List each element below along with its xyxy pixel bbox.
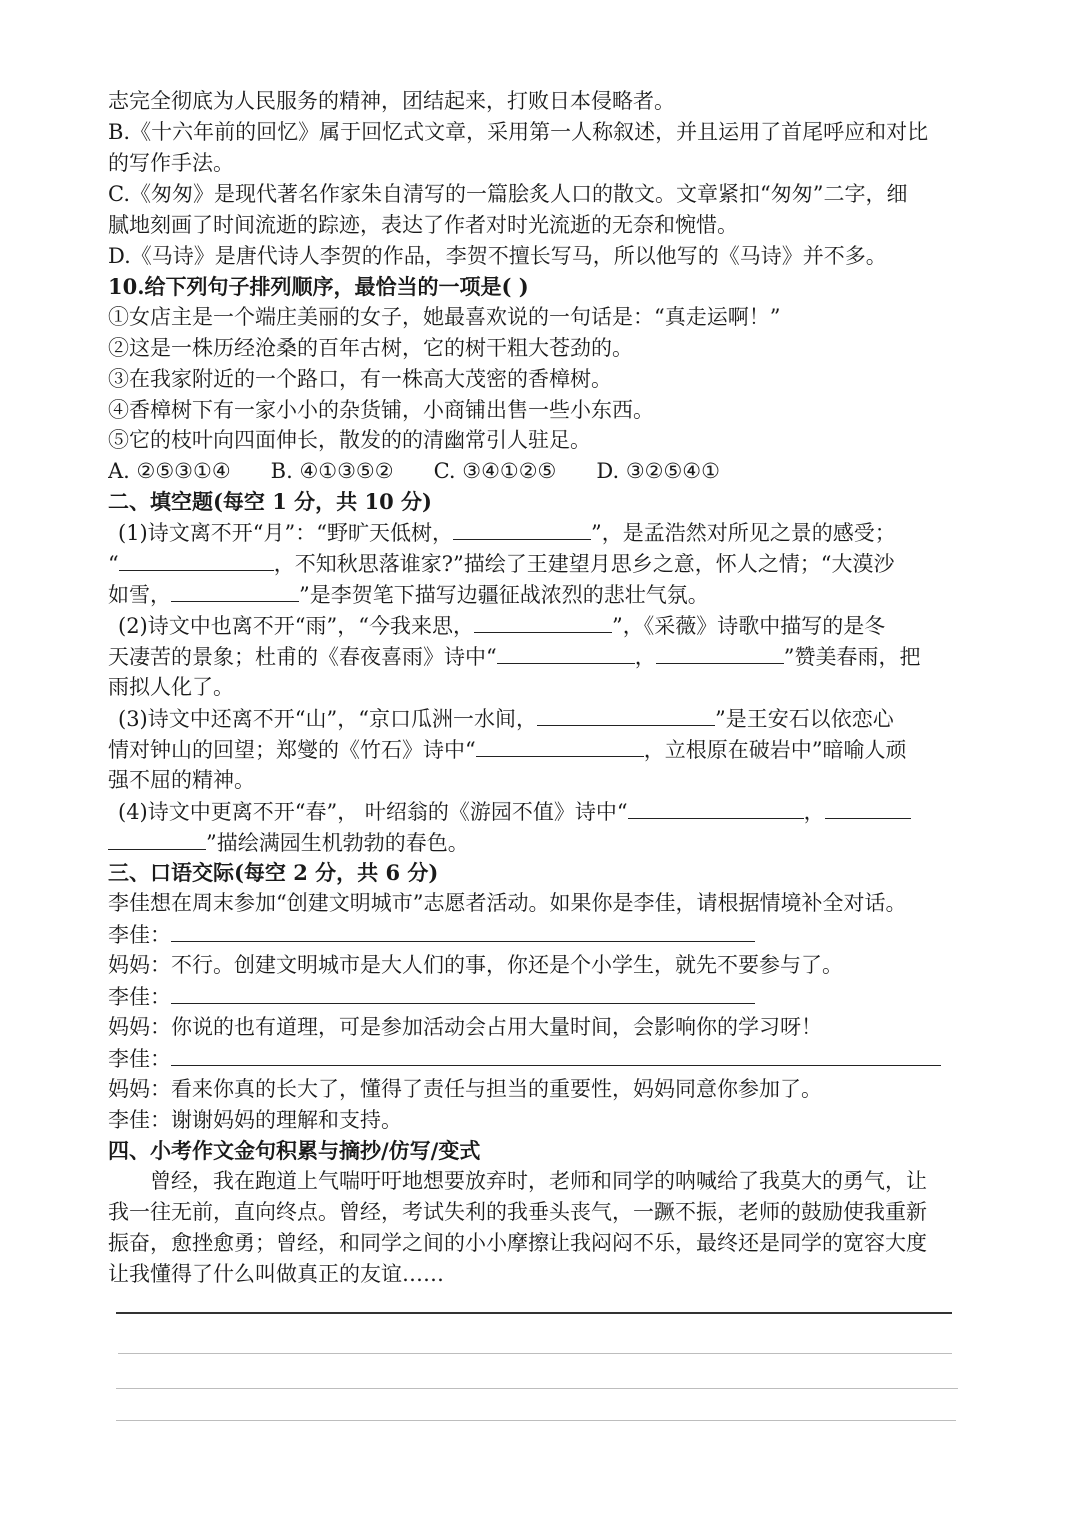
answer-blank[interactable] (628, 796, 804, 819)
answer-blank[interactable] (171, 1043, 941, 1066)
fill-1-line-1 (118, 517, 976, 549)
speaker-label: 李佳： (108, 1047, 171, 1071)
q10-option-d[interactable]: D. ③②⑤④① (596, 459, 720, 483)
answer-blank[interactable] (656, 641, 784, 664)
essay-line-4: 让我懂得了什么叫做真正的友谊…… (108, 1262, 444, 1286)
fill-3-line-1 (118, 703, 976, 735)
q10-title: 10.给下列句子排列顺序，最恰当的一项是( ) (108, 274, 529, 299)
fill-2-text-d: ， (634, 645, 656, 669)
fill-2-line-1 (118, 610, 976, 642)
fill-4-line-1 (118, 796, 976, 828)
dialogue-lijia-3 (108, 1043, 976, 1075)
fill-3-text-b: ”是王安石以依恋心 (714, 707, 894, 731)
fill-1-text-a: (1)诗文离不开“月”：“野旷天低树， (118, 521, 453, 545)
q10-sentence-1: ①女店主是一个端庄美丽的女子，她最喜欢说的一句话是：“真走运啊！” (108, 305, 781, 329)
answer-blank[interactable] (108, 827, 206, 850)
fill-3-text-a: (3)诗文中还离不开“山”，“京口瓜洲一水间， (118, 707, 537, 731)
essay-line-2: 我一往无前，直向终点。曾经，考试失利的我垂头丧气，一蹶不振，老师的鼓励使我重新 (108, 1200, 927, 1224)
answer-blank[interactable] (119, 548, 274, 571)
q10-option-c[interactable]: C. ③④①②⑤ (433, 459, 557, 483)
q10-sentence-5: ⑤它的枝叶向四面伸长，散发的的清幽常引人驻足。 (108, 428, 591, 452)
speaker-label: 李佳： (108, 923, 171, 947)
fill-4-text-b: ， (803, 800, 825, 824)
fill-2-text-c: 天凄苦的景象；杜甫的《春夜喜雨》诗中“ (108, 645, 497, 669)
fill-3-text-d: ，立根原在破岩中”暗喻人顽 (643, 738, 907, 762)
fill-4-text-c: ”描绘满园生机勃勃的春色。 (206, 831, 469, 855)
answer-blank[interactable] (825, 796, 911, 819)
section-2-title: 二、填空题(每空 1 分，共 10 分) (108, 489, 432, 514)
answer-blank[interactable] (171, 919, 755, 942)
section-3-title: 三、口语交际(每空 2 分，共 6 分) (108, 860, 439, 885)
q10-sentence-3: ③在我家附近的一个路口，有一株高大茂密的香樟树。 (108, 367, 612, 391)
q10-option-b[interactable]: B. ④①③⑤② (270, 459, 394, 483)
fill-1-text-b: ”，是孟浩然对所见之景的感受； (590, 521, 896, 545)
fill-4-line-2 (108, 827, 976, 859)
answer-blank[interactable] (476, 734, 644, 757)
essay-line-3: 振奋，愈挫愈勇；曾经，和同学之间的小小摩擦让我闷闷不乐，最终还是同学的宽容大度 (108, 1231, 927, 1255)
q9-option-b: B.《十六年前的回忆》属于回忆式文章，采用第一人称叙述，并且运用了首尾呼应和对比 (108, 120, 929, 144)
fill-3-line-2 (108, 734, 976, 766)
fill-1-text-e: 如雪， (108, 583, 171, 607)
essay-line-1: 曾经，我在跑道上气喘吁吁地想要放弃时，老师和同学的呐喊给了我莫大的勇气，让 (150, 1169, 927, 1193)
dialogue-lijia-1 (108, 919, 976, 951)
fill-1-text-f: ”是李贺笔下描写边疆征战浓烈的悲壮气氛。 (299, 583, 709, 607)
fill-2-text-b: ”，《采薇》诗歌中描写的是冬 (611, 614, 886, 638)
fill-1-text-c: “ (108, 552, 119, 576)
answer-blank[interactable] (497, 641, 635, 664)
fill-3-text-c: 情对钟山的回望；郑燮的《竹石》诗中“ (108, 738, 476, 762)
q9-option-c: C.《匆匆》是现代著名作家朱自清写的一篇脍炙人口的散文。文章紧扣“匆匆”二字，细 (108, 182, 908, 206)
fill-2-text-e: ”赞美春雨，把 (783, 645, 921, 669)
section-4-title: 四、小考作文金句积累与摘抄/仿写/变式 (108, 1138, 481, 1163)
q10-option-a[interactable]: A. ②⑤③①④ (108, 459, 231, 483)
dialogue-mama-2: 妈妈：你说的也有道理，可是参加活动会占用大量时间，会影响你的学习呀！ (108, 1015, 822, 1039)
fill-3-line-3: 强不屈的精神。 (108, 768, 255, 792)
writing-line[interactable] (118, 1353, 952, 1354)
dialogue-mama-3: 妈妈：看来你真的长大了，懂得了责任与担当的重要性，妈妈同意你参加了。 (108, 1077, 822, 1101)
dialogue-intro: 李佳想在周末参加“创建文明城市”志愿者活动。如果你是李佳，请根据情境补全对话。 (108, 891, 907, 915)
q9-option-b-continuation: 的写作手法。 (108, 151, 234, 175)
q9-option-a-continuation: 志完全彻底为人民服务的精神，团结起来，打败日本侵略者。 (108, 89, 675, 113)
writing-line[interactable] (116, 1312, 952, 1314)
fill-4-text-a: (4)诗文中更离不开“春”， 叶绍翁的《游园不值》诗中“ (118, 800, 628, 824)
answer-blank[interactable] (171, 981, 755, 1004)
writing-line[interactable] (116, 1388, 958, 1389)
fill-1-line-3 (108, 579, 976, 611)
q9-option-c-continuation: 腻地刻画了时间流逝的踪迹，表达了作者对时光流逝的无奈和惋惜。 (108, 213, 738, 237)
fill-2-line-2 (108, 641, 976, 673)
answer-blank[interactable] (537, 703, 715, 726)
speaker-label: 李佳： (108, 985, 171, 1009)
fill-2-line-3: 雨拟人化了。 (108, 675, 234, 699)
fill-1-line-2 (108, 548, 976, 580)
answer-blank[interactable] (453, 517, 591, 540)
dialogue-lijia-final: 李佳：谢谢妈妈的理解和支持。 (108, 1108, 402, 1132)
writing-line[interactable] (116, 1420, 956, 1421)
answer-blank[interactable] (171, 579, 299, 602)
fill-1-text-d: ，不知秋思落谁家?”描绘了王建望月思乡之意，怀人之情；“大漠沙 (273, 552, 895, 576)
dialogue-mama-1: 妈妈：不行。创建文明城市是大人们的事，你还是个小学生，就先不要参与了。 (108, 953, 843, 977)
q10-sentence-2: ②这是一株历经沧桑的百年古树，它的树干粗大苍劲的。 (108, 336, 633, 360)
q10-sentence-4: ④香樟树下有一家小小的杂货铺，小商铺出售一些小东西。 (108, 398, 654, 422)
answer-blank[interactable] (474, 610, 612, 633)
q10-options (108, 456, 976, 487)
fill-2-text-a: (2)诗文中也离不开“雨”，“今我来思， (118, 614, 474, 638)
dialogue-lijia-2 (108, 981, 976, 1013)
q9-option-d: D.《马诗》是唐代诗人李贺的作品，李贺不擅长写马，所以他写的《马诗》并不多。 (108, 244, 887, 268)
